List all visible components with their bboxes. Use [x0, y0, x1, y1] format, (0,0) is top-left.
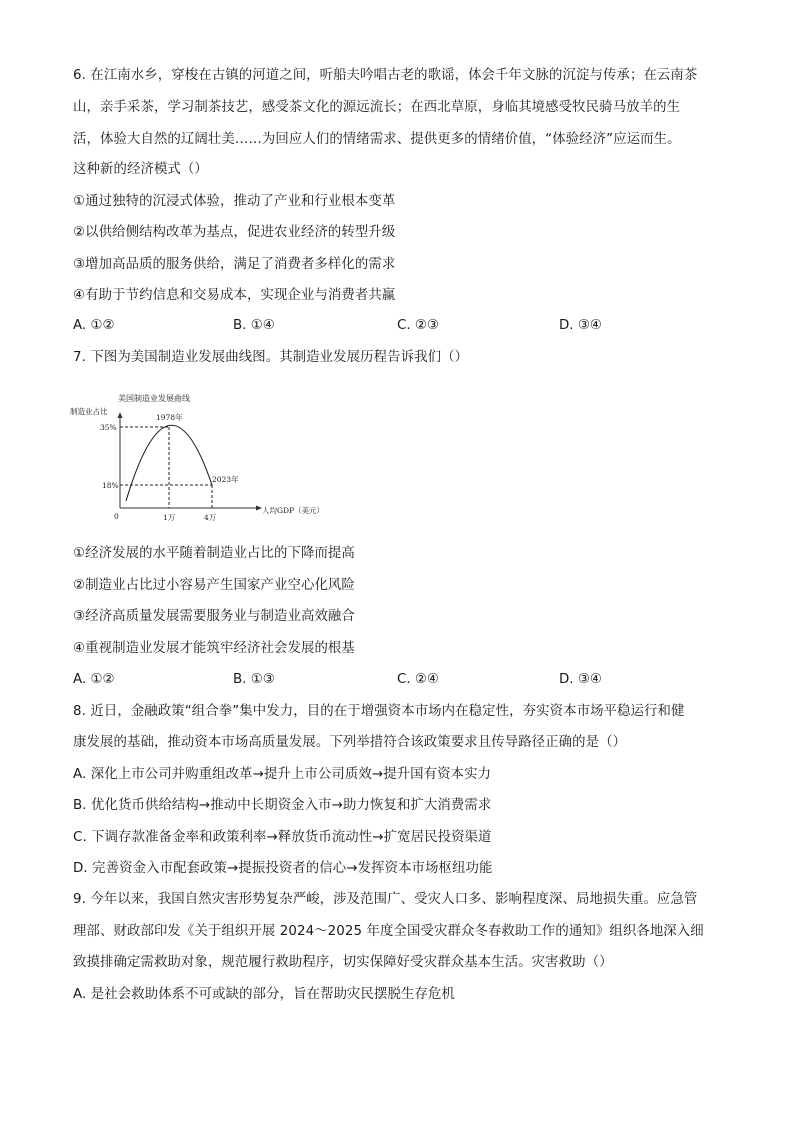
q6-choice-b: B. ①④ — [233, 318, 275, 333]
y-tick-18: 18% — [102, 481, 119, 490]
q9-stem-line-2: 理部、财政部印发《关于组织开展 2024～2025 年度全国受灾群众冬春救助工作的通知》组织各地深入细 — [73, 924, 704, 939]
q6-item-2: ②以供给侧结构改革为基点，促进农业经济的转型升级 — [73, 225, 396, 240]
q7-item-4: ④重视制造业发展才能筑牢经济社会发展的根基 — [73, 641, 355, 656]
q8-choice-c: C. 下调存款准备金率和政策利率→释放货币流动性→扩宽居民投资渠道 — [73, 830, 492, 845]
q8-stem-line-1: 8. 近日，金融政策“组合拳”集中发力，目的在于增强资本市场内在稳定性，夯实资本市场平稳运行和健 — [73, 704, 685, 719]
q6-item-4: ④有助于节约信息和交易成本，实现企业与消费者共赢 — [73, 288, 396, 303]
q7-choice-c: C. ②④ — [397, 672, 439, 687]
q7-choice-d: D. ③④ — [559, 672, 602, 687]
q8-stem-line-2: 康发展的基础，推动资本市场高质量发展。下列举措符合该政策要求且传导路径正确的是（） — [73, 735, 627, 750]
q6-stem-line-4: 这种新的经济模式（） — [73, 162, 208, 177]
x-tick-4wan: 4万 — [204, 513, 217, 522]
q6-item-1: ①通过独特的沉浸式体验，推动了产业和行业根本变革 — [73, 194, 396, 209]
y-tick-35: 35% — [100, 423, 117, 432]
q9-choice-a: A. 是社会救助体系不可或缺的部分，旨在帮助灾民摆脱生存危机 — [73, 987, 455, 1002]
q6-stem-line-2: 山，亲手采茶，学习制茶技艺，感受茶文化的源远流长；在西北草原，身临其境感受牧民骑马放羊的生 — [73, 100, 681, 115]
q7-stem: 7. 下图为美国制造业发展曲线图。其制造业发展历程告诉我们（） — [73, 350, 469, 365]
q6-item-3: ③增加高品质的服务供给，满足了消费者多样化的需求 — [73, 257, 396, 272]
q7-choice-b: B. ①③ — [233, 672, 275, 687]
q8-choice-d: D. 完善资金入市配套政策→提振投资者的信心→发挥资本市场枢纽功能 — [73, 861, 493, 876]
q7-item-2: ②制造业占比过小容易产生国家产业空心化风险 — [73, 578, 355, 593]
q9-stem-line-1: 9. 今年以来，我国自然灾害形势复杂严峻，涉及范围广、受灾人口多、影响程度深、局地损失重。应急管 — [73, 892, 698, 907]
q7-choice-a: A. ①② — [73, 672, 115, 687]
chart-ylabel: 制造业占比 — [70, 407, 108, 416]
q6-choice-d: D. ③④ — [559, 318, 602, 333]
q6-choice-a: A. ①② — [73, 318, 115, 333]
x-tick-1wan: 1万 — [163, 513, 176, 522]
origin-label: 0 — [114, 512, 119, 521]
q6-stem-line-1: 6. 在江南水乡，穿梭在古镇的河道之间，听船夫吟唱古老的歌谣，体会千年文脉的沉淀与传承；在云南茶 — [73, 68, 698, 83]
q7-item-3: ③经济高质量发展需要服务业与制造业高效融合 — [73, 609, 355, 624]
manufacturing-curve-chart — [66, 386, 325, 526]
annotation-2023: 2023年 — [212, 475, 239, 484]
q8-choice-b: B. 优化货币供给结构→推动中长期资金入市→助力恢复和扩大消费需求 — [73, 798, 492, 813]
chart-title: 美国制造业发展曲线 — [118, 394, 190, 403]
chart-xlabel: 人均GDP（美元） — [262, 506, 325, 515]
q8-choice-a: A. 深化上市公司并购重组改革→提升上市公司质效→提升国有资本实力 — [73, 767, 492, 782]
y-axis-arrow — [118, 412, 123, 418]
q9-stem-line-3: 致摸排确定需救助对象，规范履行救助程序，切实保障好受灾群众基本生活。灾害救助（） — [73, 955, 613, 970]
q6-stem-line-3: 活，体验大自然的辽阔壮美……为回应人们的情绪需求、提供更多的情绪价值，“体验经济”应运而生。 — [73, 132, 681, 147]
q7-item-1: ①经济发展的水平随着制造业占比的下降而提高 — [73, 546, 355, 561]
annotation-1978: 1978年 — [156, 413, 183, 422]
q6-choice-c: C. ②③ — [397, 318, 439, 333]
